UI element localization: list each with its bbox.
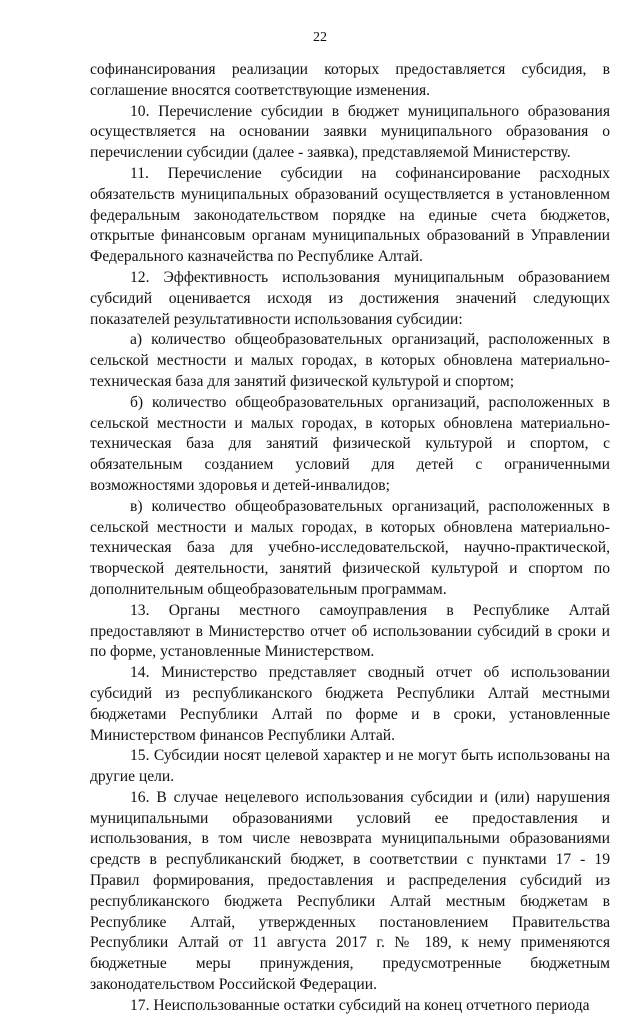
- paragraph-15: 15. Субсидии носят целевой характер и не могут быть использованы на другие цели.: [90, 747, 610, 786]
- document-body: [90, 60, 610, 1017]
- paragraph-16: 16. В случае нецелевого использования субсидии и (или) нарушения муниципальными образованиями условий ее предоставления и использования, в том числе невозврата муниципальными образованиями средств в республиканский бюджет, в соответствии с пунктами 17 - 19 Правил формирования, предоставления и распределения субсидий из республиканского бюджета Республики Алтай местным бюджетам в Республике Алтай, утвержденных постановлением Правительства Республики Алтай от 11 августа 2017 г. № 189, к нему применяются бюджетные меры принуждения, предусмотренные бюджетным законодательством Российской Федерации.: [90, 788, 610, 994]
- paragraph-13: 13. Органы местного самоуправления в Республике Алтай предоставляют в Министерство отчет об использовании субсидий в сроки и по форме, установленные Министерством.: [90, 601, 610, 661]
- paragraph-12-b: б) количество общеобразовательных организаций, расположенных в сельской местности и малых городах, в которых обновлена материально-техническая база для занятий физической культурой и спортом, с обязательным созданием условий для детей с ограниченными возможностями здоровья и детей-инвалидов;: [90, 393, 610, 494]
- paragraph-continuation: софинансирования реализации которых предоставляется субсидия, в соглашение вносятся соответствующие изменения.: [90, 61, 610, 99]
- paragraph-11: 11. Перечисление субсидии на софинансирование расходных обязательств муниципальных образований осуществляется в установленном федеральным законодательством порядке на единые счета бюджетов, открытые финансовым органам муниципальных образований в Управлении Федерального казначейства по Республике Алтай.: [90, 164, 610, 266]
- paragraph-10: 10. Перечисление субсидии в бюджет муниципального образования осуществляется на основании заявки муниципального образования о перечислении субсидии (далее - заявка), представляемой Министерству.: [90, 102, 610, 162]
- paragraph-12-v: в) количество общеобразовательных организаций, расположенных в сельской местности и малых городах, в которых обновлена материально-техническая база для учебно-исследовательской, научно-практической, творческой деятельности, занятий физической культурой и спортом по дополнительным общеобразовательным программам.: [90, 497, 610, 598]
- page-number: 22: [313, 30, 327, 45]
- paragraph-17: 17. Неиспользованные остатки субсидий на конец отчетного периода: [130, 996, 590, 1014]
- paragraph-14: 14. Министерство представляет сводный отчет об использовании субсидий из республиканского бюджета Республики Алтай местными бюджетами Республики Алтай по форме и в сроки, установленные Министерством финансов Республики Алтай.: [90, 664, 610, 744]
- paragraph-12: 12. Эффективность использования муниципальным образованием субсидий оценивается исходя из достижения значений следующих показателей результативности использования субсидии:: [90, 268, 610, 328]
- paragraph-12-a: а) количество общеобразовательных организаций, расположенных в сельской местности и малых городах, в которых обновлена материально-техническая база для занятий физической культурой и спортом;: [90, 331, 610, 390]
